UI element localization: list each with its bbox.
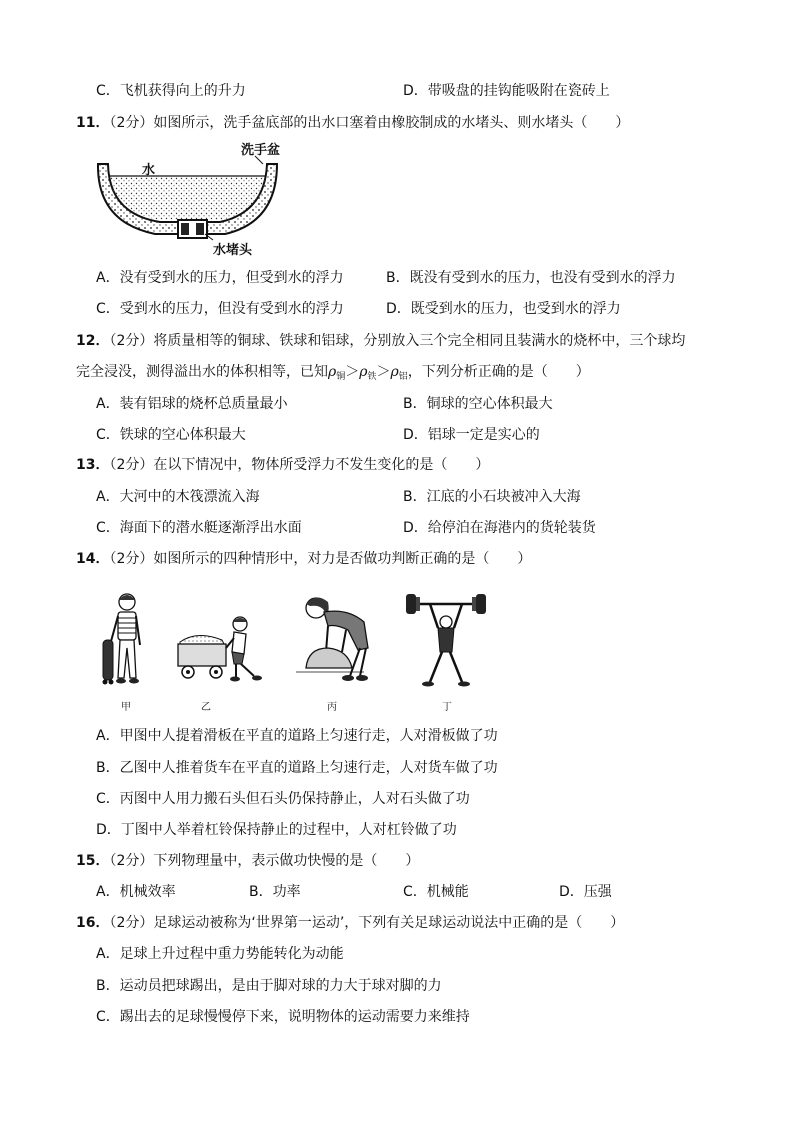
question-score: （2分） bbox=[109, 853, 154, 869]
rho-symbol: ρ bbox=[390, 364, 399, 380]
q12-option-b: B．铜球的空心体积最大 bbox=[403, 396, 553, 412]
question-number: 13． bbox=[76, 457, 110, 473]
label-water: 水 bbox=[142, 163, 156, 178]
question-text: 如图所示的四种情形中，对力是否做功判断正确的是（ ） bbox=[153, 551, 532, 567]
greater-than: ＞ bbox=[345, 364, 360, 380]
question-13-stem bbox=[76, 455, 489, 475]
rho-symbol: ρ bbox=[328, 364, 337, 380]
question-text: 如图所示，洗手盆底部的出水口塞着由橡胶制成的水堵头、则水堵头（ ） bbox=[153, 115, 630, 131]
question-12-stem-line2 bbox=[76, 362, 590, 387]
question-15-stem bbox=[76, 851, 419, 871]
question-score: （2分） bbox=[109, 333, 154, 349]
question-number: 16． bbox=[76, 915, 110, 931]
subscript-aluminum: 铝 bbox=[398, 372, 408, 382]
q15-option-c: C．机械能 bbox=[403, 884, 469, 900]
q10-option-d: D．带吸盘的挂钩能吸附在瓷砖上 bbox=[403, 83, 610, 99]
question-score: （2分） bbox=[109, 915, 154, 931]
q11-option-c: C．受到水的压力，但没有受到水的浮力 bbox=[96, 301, 344, 317]
question-text: 足球运动被称为‘世界第一运动’，下列有关足球运动说法中正确的是（ ） bbox=[153, 915, 625, 931]
q15-option-a: A．机械效率 bbox=[96, 884, 176, 900]
question-12-stem-line1 bbox=[76, 331, 685, 351]
question-score: （2分） bbox=[109, 115, 154, 131]
q10-option-c: C．飞机获得向上的升力 bbox=[96, 83, 246, 99]
q11-option-a: A．没有受到水的压力，但受到水的浮力 bbox=[96, 270, 344, 286]
q15-option-b: B．功率 bbox=[249, 884, 301, 900]
q11-option-d: D．既受到水的压力，也受到水的浮力 bbox=[386, 301, 621, 317]
q15-option-d: D．压强 bbox=[559, 884, 612, 900]
q13-option-d: D．给停泊在海港内的货轮装货 bbox=[403, 520, 596, 536]
question-number: 11． bbox=[76, 115, 110, 131]
q13-option-b: B．江底的小石块被冲入大海 bbox=[403, 489, 581, 505]
q12-option-c: C．铁球的空心体积最大 bbox=[96, 427, 246, 443]
question-score: （2分） bbox=[109, 551, 154, 567]
wash-basin-figure bbox=[95, 142, 285, 262]
caption-yi: 乙 bbox=[201, 702, 211, 713]
q16-option-a: A．足球上升过程中重力势能转化为动能 bbox=[96, 946, 344, 962]
q13-option-c: C．海面下的潜水艇逐渐浮出水面 bbox=[96, 520, 302, 536]
question-text: 下列物理量中，表示做功快慢的是（ ） bbox=[153, 853, 420, 869]
q12-option-d: D．铝球一定是实心的 bbox=[403, 427, 540, 443]
q14-option-a: A．甲图中人提着滑板在平直的道路上匀速行走，人对滑板做了功 bbox=[96, 728, 498, 744]
caption-jia: 甲 bbox=[121, 702, 131, 713]
caption-ding: 丁 bbox=[442, 702, 452, 713]
question-number: 14． bbox=[76, 551, 110, 567]
figure-jia-man-with-skateboard bbox=[100, 590, 150, 690]
q16-option-c: C．踢出去的足球慢慢停下来，说明物体的运动需要力来维持 bbox=[96, 1009, 470, 1025]
question-score: （2分） bbox=[109, 457, 154, 473]
q11-option-b: B．既没有受到水的压力，也没有受到水的浮力 bbox=[386, 270, 676, 286]
figure-bing-woman-with-stone bbox=[288, 590, 383, 690]
greater-than: ＞ bbox=[376, 364, 391, 380]
question-11-stem bbox=[76, 113, 629, 133]
question-text: 在以下情况中，物体所受浮力不发生变化的是（ ） bbox=[153, 457, 490, 473]
q12-option-a: A．装有铝球的烧杯总质量最小 bbox=[96, 396, 288, 412]
label-plug: 水堵头 bbox=[213, 243, 253, 258]
label-basin: 洗手盆 bbox=[241, 143, 281, 158]
question-14-stem bbox=[76, 549, 531, 569]
question-text: ，下列分析正确的是（ ） bbox=[407, 364, 590, 380]
q14-option-b: B．乙图中人推着货车在平直的道路上匀速行走，人对货车做了功 bbox=[96, 760, 498, 776]
question-text: 将质量相等的铜球、铁球和铝球，分别放入三个完全相同且装满水的烧杯中，三个球均 bbox=[153, 333, 686, 349]
figure-ding-weightlifter bbox=[404, 590, 488, 690]
caption-bing: 丙 bbox=[327, 702, 337, 713]
question-text: 完全浸没，测得溢出水的体积相等，已知 bbox=[76, 364, 328, 380]
q14-option-c: C．丙图中人用力搬石头但石头仍保持静止，人对石头做了功 bbox=[96, 791, 470, 807]
q16-option-b: B．运动员把球踢出，是由于脚对球的力大于球对脚的力 bbox=[96, 978, 442, 994]
figure-yi-man-pushing-cart bbox=[172, 612, 272, 684]
question-16-stem bbox=[76, 913, 624, 933]
question-number: 15． bbox=[76, 853, 110, 869]
subscript-iron: 铁 bbox=[367, 372, 377, 382]
subscript-copper: 铜 bbox=[336, 372, 346, 382]
q13-option-a: A．大河中的木筏漂流入海 bbox=[96, 489, 260, 505]
rho-symbol: ρ bbox=[359, 364, 368, 380]
q14-option-d: D．丁图中人举着杠铃保持静止的过程中，人对杠铃做了功 bbox=[96, 822, 457, 838]
question-number: 12． bbox=[76, 333, 110, 349]
